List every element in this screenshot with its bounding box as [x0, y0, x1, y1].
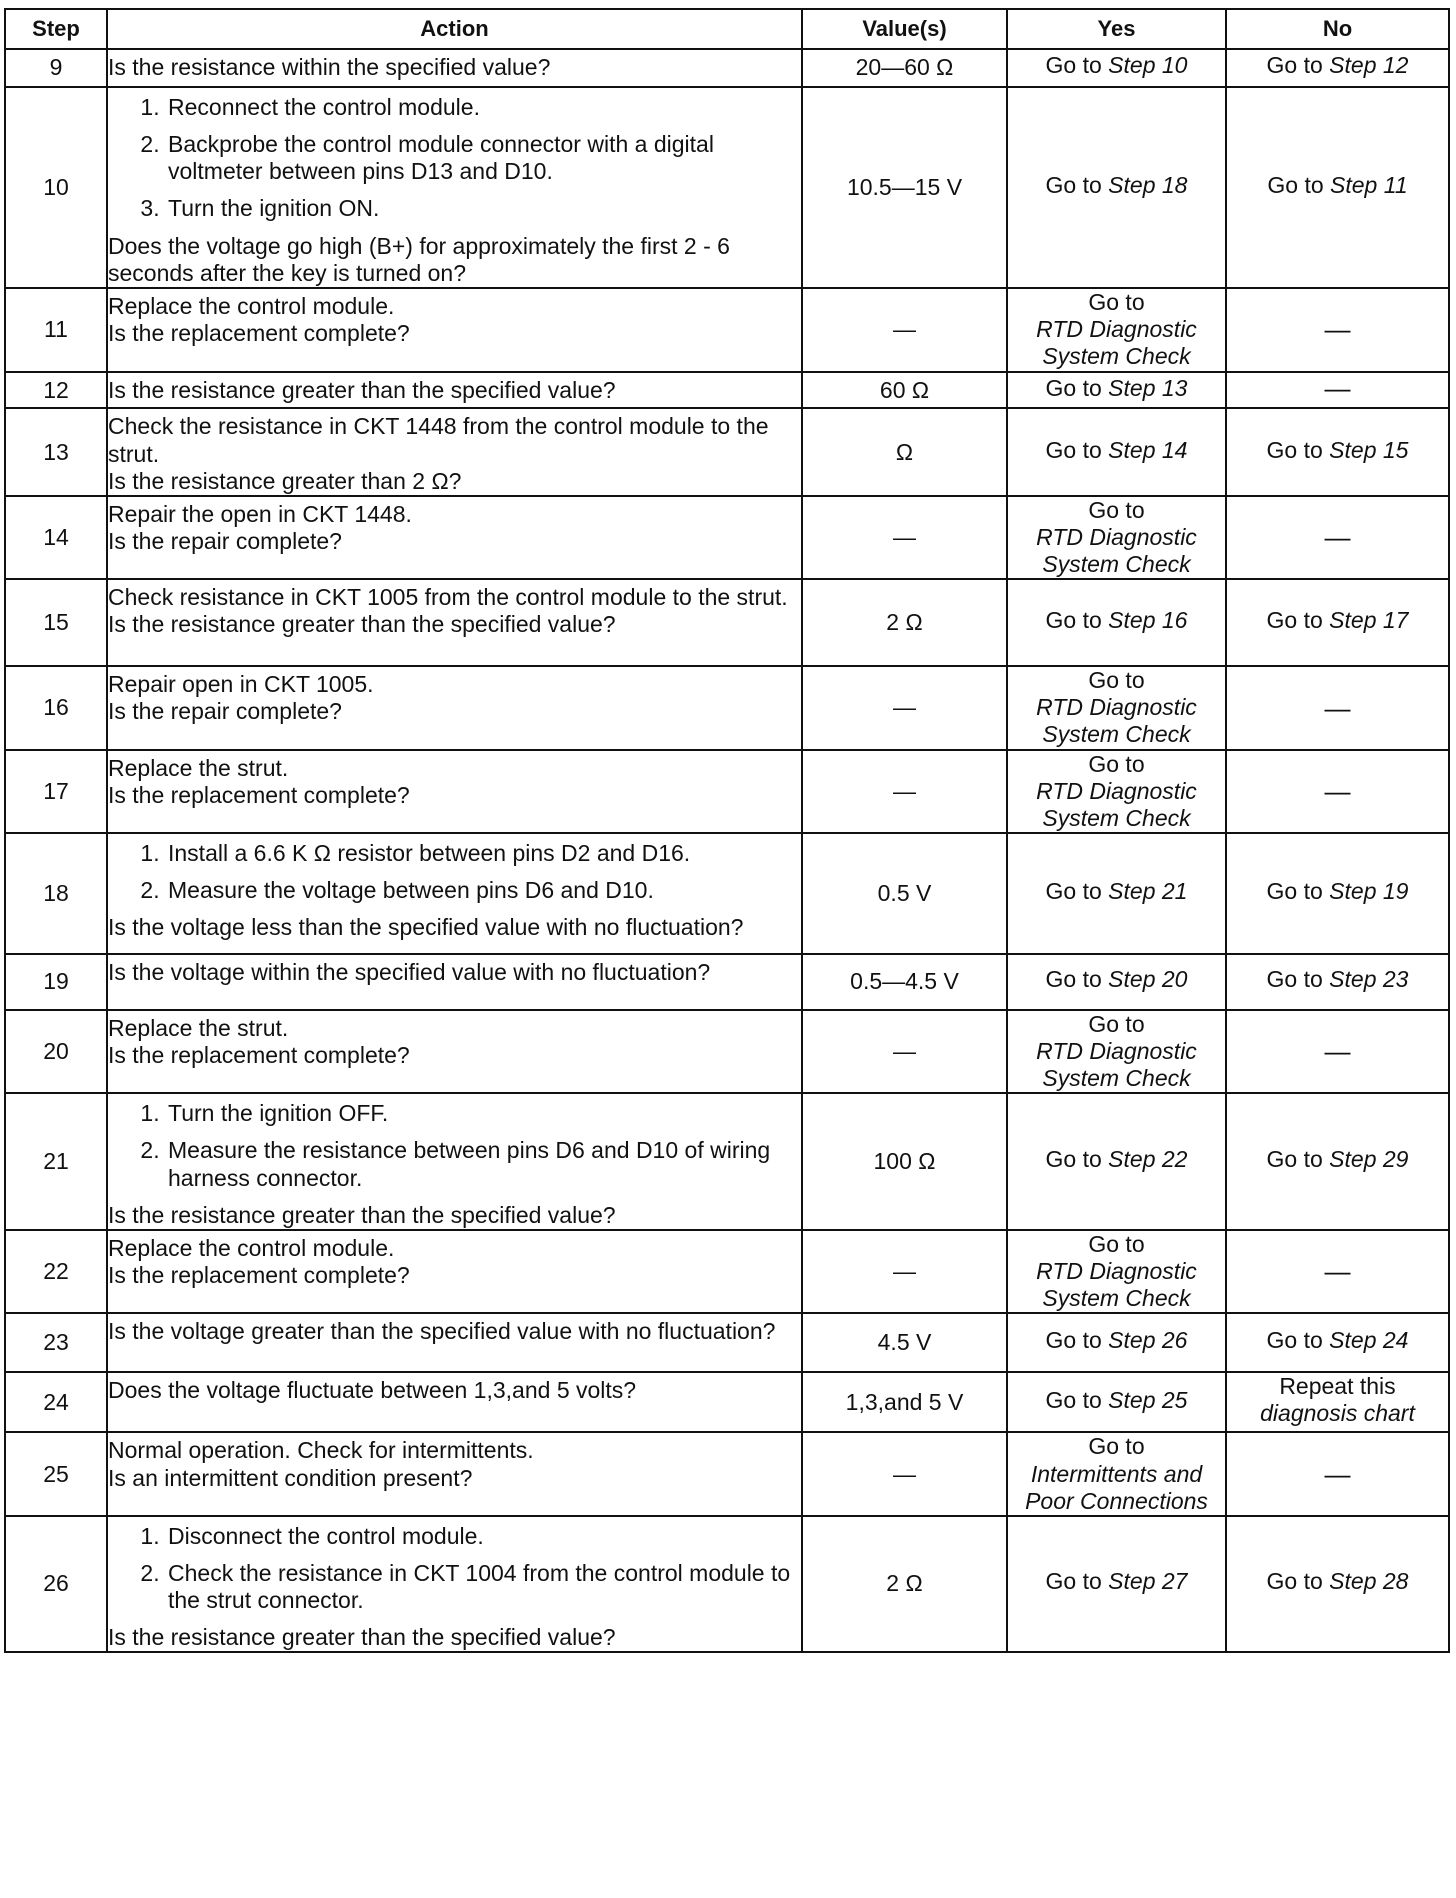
value-cell: 2 Ω [802, 579, 1007, 666]
yes-cell [1007, 288, 1226, 372]
yes-prefix: Go to [1045, 966, 1109, 993]
table-row [5, 1230, 1449, 1313]
value-cell: — [802, 1432, 1007, 1515]
table-row [5, 1313, 1449, 1372]
yes-target: Step 14 [1108, 436, 1188, 463]
step-number: 24 [5, 1372, 107, 1432]
yes-cell [1007, 408, 1226, 495]
header-no: No [1226, 9, 1449, 49]
step-number: 25 [5, 1432, 107, 1515]
no-none: — [1324, 1256, 1351, 1287]
yes-cell [1007, 1230, 1226, 1313]
yes-prefix: Go to [1045, 436, 1109, 463]
no-prefix: Go to [1266, 1327, 1330, 1354]
no-prefix: Go to [1266, 436, 1330, 463]
table-row [5, 372, 1449, 409]
action-text: Repair the open in CKT 1448. [108, 500, 412, 527]
action-steps-list [108, 1523, 801, 1618]
action-question: Is the replacement complete? [108, 1042, 410, 1069]
action-text: Is the voltage greater than the specified value with no fluctuation? [108, 1318, 776, 1345]
action-text: Normal operation. Check for intermittents. [108, 1437, 534, 1464]
action-question: Is the replacement complete? [108, 781, 410, 808]
no-target: Step 19 [1329, 877, 1409, 904]
action-question: Is the resistance greater than the specified value? [108, 1624, 616, 1651]
action-step-item: 2. Measure the voltage between pins D6 and D10. [166, 877, 801, 904]
no-cell [1226, 372, 1449, 409]
action-cell [107, 579, 802, 666]
yes-target: Step 26 [1108, 1327, 1188, 1354]
table-row [5, 1372, 1449, 1432]
yes-target: RTD Diagnostic System Check [1036, 1038, 1197, 1092]
yes-cell [1007, 666, 1226, 749]
yes-prefix: Go to [1088, 1230, 1145, 1257]
no-prefix: Go to [1266, 52, 1330, 79]
step-number: 11 [5, 288, 107, 372]
value-cell: 0.5 V [802, 833, 1007, 954]
value-cell: 60 Ω [802, 372, 1007, 409]
action-step-item: 2. Check the resistance in CKT 1004 from the control module to the strut connector. [166, 1560, 801, 1614]
no-cell [1226, 408, 1449, 495]
value-cell: — [802, 750, 1007, 833]
no-cell [1226, 1230, 1449, 1313]
yes-target: Step 20 [1108, 966, 1188, 993]
action-cell [107, 833, 802, 954]
step-number: 12 [5, 372, 107, 409]
no-target: diagnosis chart [1260, 1400, 1415, 1427]
yes-prefix: Go to [1088, 1433, 1145, 1460]
yes-cell [1007, 49, 1226, 87]
yes-cell [1007, 579, 1226, 666]
yes-prefix: Go to [1045, 1327, 1109, 1354]
yes-prefix: Go to [1088, 750, 1145, 777]
action-steps-list [108, 1100, 801, 1195]
step-number: 13 [5, 408, 107, 495]
yes-prefix: Go to [1045, 877, 1109, 904]
action-question: Is the replacement complete? [108, 1261, 410, 1288]
yes-cell [1007, 1432, 1226, 1515]
table-row [5, 1010, 1449, 1093]
yes-target: Step 25 [1108, 1386, 1188, 1413]
step-number: 21 [5, 1093, 107, 1230]
yes-target: Step 18 [1108, 171, 1188, 198]
action-step-item: 2. Backprobe the control module connector with a digital voltmeter between pins D13 and D10. [166, 131, 801, 185]
action-cell [107, 1010, 802, 1093]
action-cell [107, 49, 802, 87]
table-row [5, 954, 1449, 1010]
yes-target: Intermittents and Poor Connections [1025, 1460, 1208, 1514]
no-cell [1226, 49, 1449, 87]
table-row [5, 496, 1449, 579]
action-text: Is the resistance within the specified value? [108, 54, 551, 80]
yes-prefix: Go to [1045, 171, 1109, 198]
yes-cell [1007, 750, 1226, 833]
yes-target: Step 16 [1108, 607, 1188, 634]
action-cell [107, 372, 802, 409]
yes-cell [1007, 496, 1226, 579]
step-number: 16 [5, 666, 107, 749]
no-target: Step 23 [1329, 966, 1409, 993]
action-cell [107, 496, 802, 579]
table-row [5, 750, 1449, 833]
no-target: Step 15 [1329, 436, 1409, 463]
action-text: Is the voltage within the specified value with no fluctuation? [108, 958, 711, 985]
no-target: Step 12 [1329, 52, 1409, 79]
action-question: Is the resistance greater than 2 Ω? [108, 467, 462, 494]
table-row [5, 579, 1449, 666]
step-number: 23 [5, 1313, 107, 1372]
value-cell: — [802, 1010, 1007, 1093]
yes-prefix: Go to [1045, 607, 1109, 634]
yes-target: RTD Diagnostic System Check [1036, 523, 1197, 578]
no-prefix: Go to [1266, 966, 1330, 993]
no-cell [1226, 1313, 1449, 1372]
yes-cell [1007, 1372, 1226, 1432]
action-text: Check the resistance in CKT 1448 from the control module to the strut. [108, 413, 769, 467]
yes-target: RTD Diagnostic System Check [1036, 777, 1197, 831]
no-none: — [1324, 692, 1351, 723]
no-cell [1226, 833, 1449, 954]
no-cell [1226, 666, 1449, 749]
no-cell [1226, 1372, 1449, 1432]
action-text: Repair open in CKT 1005. [108, 671, 374, 698]
action-cell [107, 666, 802, 749]
action-step-item: 3. Turn the ignition ON. [166, 195, 801, 222]
yes-cell [1007, 1516, 1226, 1653]
yes-cell [1007, 1010, 1226, 1093]
yes-prefix: Go to [1045, 1145, 1109, 1172]
no-none: — [1324, 1036, 1351, 1067]
no-target: Step 17 [1329, 607, 1409, 634]
action-step-item: 1. Disconnect the control module. [166, 1523, 801, 1550]
yes-cell [1007, 954, 1226, 1010]
action-step-item: 1. Install a 6.6 K Ω resistor between pins D2 and D16. [166, 840, 801, 867]
yes-target: Step 27 [1108, 1568, 1188, 1595]
step-number: 15 [5, 579, 107, 666]
no-target: Step 29 [1329, 1145, 1409, 1172]
no-none: — [1324, 372, 1351, 403]
no-cell [1226, 579, 1449, 666]
value-cell: 0.5—4.5 V [802, 954, 1007, 1010]
action-text: Replace the control module. [108, 1234, 395, 1261]
yes-target: RTD Diagnostic System Check [1036, 1257, 1197, 1312]
action-cell [107, 288, 802, 372]
yes-target: Step 22 [1108, 1145, 1188, 1172]
action-cell [107, 1372, 802, 1432]
table-row [5, 833, 1449, 954]
no-cell [1226, 750, 1449, 833]
header-yes: Yes [1007, 9, 1226, 49]
no-prefix: Go to [1266, 1568, 1330, 1595]
action-step-item: 1. Turn the ignition OFF. [166, 1100, 801, 1127]
action-step-item: 2. Measure the resistance between pins D6 and D10 of wiring harness connector. [166, 1137, 801, 1191]
action-text: Replace the strut. [108, 754, 289, 781]
no-cell [1226, 1432, 1449, 1515]
action-cell [107, 87, 802, 288]
yes-prefix: Go to [1088, 1010, 1145, 1037]
step-number: 10 [5, 87, 107, 288]
value-cell: 20—60 Ω [802, 49, 1007, 87]
yes-cell [1007, 833, 1226, 954]
step-number: 9 [5, 49, 107, 87]
action-question: Does the voltage go high (B+) for approximately the first 2 - 6 seconds after the key is turned on? [108, 232, 730, 286]
header-step: Step [5, 9, 107, 49]
step-number: 18 [5, 833, 107, 954]
value-cell: 2 Ω [802, 1516, 1007, 1653]
diagnostic-table [4, 8, 1450, 1653]
action-cell [107, 1093, 802, 1230]
yes-prefix: Go to [1045, 1568, 1109, 1595]
no-target: Step 24 [1329, 1327, 1409, 1354]
table-header-row [5, 9, 1449, 49]
value-cell: Ω [802, 408, 1007, 495]
no-cell [1226, 1516, 1449, 1653]
step-number: 26 [5, 1516, 107, 1653]
header-values: Value(s) [802, 9, 1007, 49]
no-cell [1226, 288, 1449, 372]
value-cell: 100 Ω [802, 1093, 1007, 1230]
value-cell: 10.5—15 V [802, 87, 1007, 288]
action-cell [107, 1516, 802, 1653]
no-cell [1226, 1093, 1449, 1230]
step-number: 19 [5, 954, 107, 1010]
table-row [5, 1516, 1449, 1653]
action-cell [107, 1313, 802, 1372]
value-cell: — [802, 288, 1007, 372]
no-cell [1226, 496, 1449, 579]
action-cell [107, 1432, 802, 1515]
yes-cell [1007, 372, 1226, 409]
table-row [5, 666, 1449, 749]
action-cell [107, 954, 802, 1010]
yes-prefix: Go to [1088, 496, 1145, 523]
action-question: Is an intermittent condition present? [108, 1464, 473, 1491]
action-steps-list [108, 94, 801, 227]
yes-prefix: Go to [1045, 52, 1109, 79]
no-prefix: Go to [1266, 607, 1330, 634]
yes-target: RTD Diagnostic System Check [1036, 694, 1197, 748]
no-prefix: Repeat this [1279, 1373, 1396, 1400]
yes-cell [1007, 1093, 1226, 1230]
no-cell [1226, 954, 1449, 1010]
table-row [5, 408, 1449, 495]
action-question: Is the repair complete? [108, 527, 342, 554]
value-cell: 4.5 V [802, 1313, 1007, 1372]
no-target: Step 11 [1330, 171, 1408, 198]
no-none: — [1324, 775, 1351, 806]
action-text: Is the resistance greater than the specified value? [108, 376, 616, 403]
table-row [5, 1093, 1449, 1230]
no-prefix: Go to [1266, 1145, 1330, 1172]
step-number: 22 [5, 1230, 107, 1313]
action-text: Does the voltage fluctuate between 1,3,and 5 volts? [108, 1377, 637, 1404]
action-cell [107, 750, 802, 833]
action-question: Is the resistance greater than the specified value? [108, 1201, 616, 1228]
action-step-item: 1. Reconnect the control module. [166, 94, 801, 121]
no-target: Step 28 [1329, 1568, 1409, 1595]
action-question: Is the voltage less than the specified value with no fluctuation? [108, 914, 744, 941]
no-none: — [1324, 314, 1351, 345]
value-cell: — [802, 496, 1007, 579]
no-cell [1226, 1010, 1449, 1093]
action-steps-list [108, 840, 801, 908]
no-cell [1226, 87, 1449, 288]
action-question: Is the repair complete? [108, 698, 342, 725]
yes-target: Step 13 [1108, 374, 1188, 401]
no-none: — [1324, 1458, 1351, 1489]
action-text: Replace the control module. [108, 292, 395, 319]
table-row [5, 288, 1449, 372]
action-cell [107, 1230, 802, 1313]
action-question: Is the resistance greater than the specified value? [108, 611, 616, 638]
yes-prefix: Go to [1045, 374, 1109, 401]
yes-prefix: Go to [1088, 289, 1145, 316]
action-question: Is the replacement complete? [108, 319, 410, 346]
header-action: Action [107, 9, 802, 49]
yes-prefix: Go to [1088, 667, 1145, 694]
no-prefix: Go to [1267, 171, 1331, 198]
yes-target: Step 10 [1108, 52, 1188, 79]
value-cell: 1,3,and 5 V [802, 1372, 1007, 1432]
step-number: 20 [5, 1010, 107, 1093]
yes-target: RTD Diagnostic System Check [1036, 316, 1197, 370]
action-text: Replace the strut. [108, 1014, 289, 1041]
no-none: — [1324, 522, 1351, 553]
yes-prefix: Go to [1045, 1386, 1109, 1413]
action-text: Check resistance in CKT 1005 from the control module to the strut. [108, 584, 788, 611]
yes-cell [1007, 87, 1226, 288]
table-row [5, 87, 1449, 288]
table-row [5, 49, 1449, 87]
step-number: 14 [5, 496, 107, 579]
action-cell [107, 408, 802, 495]
yes-cell [1007, 1313, 1226, 1372]
table-row [5, 1432, 1449, 1515]
step-number: 17 [5, 750, 107, 833]
value-cell: — [802, 666, 1007, 749]
no-prefix: Go to [1266, 877, 1330, 904]
yes-target: Step 21 [1108, 877, 1188, 904]
value-cell: — [802, 1230, 1007, 1313]
